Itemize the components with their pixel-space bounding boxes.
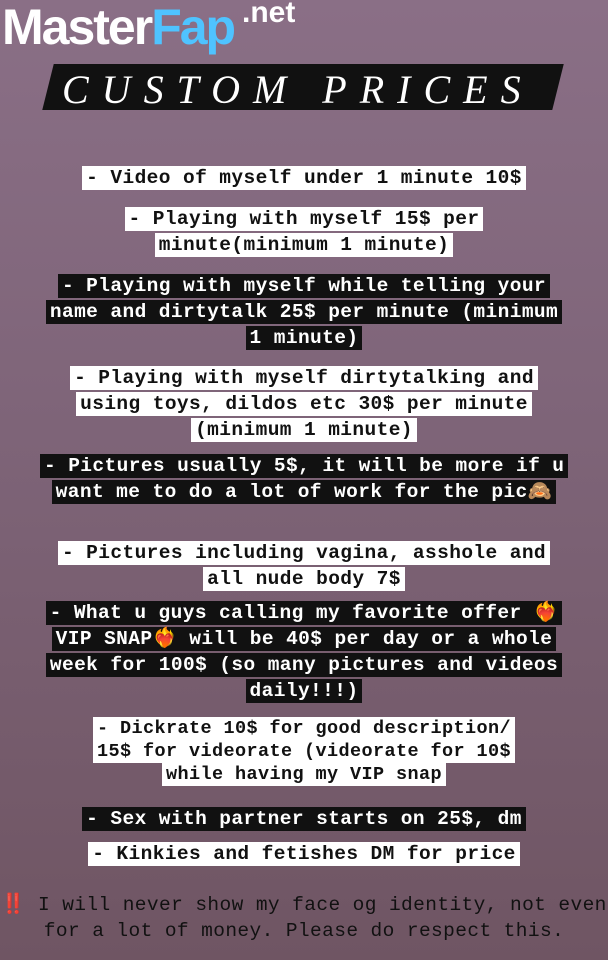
price-item-toys: - Playing with myself dirtytalking and using toys, dildos etc 30$ per minute (minimum 1 minute)	[0, 365, 608, 443]
price-item-playing: - Playing with myself 15$ per minute(minimum 1 minute)	[0, 206, 608, 258]
alert-icon: ‼️	[1, 894, 26, 916]
face-note-text: I will never show my face og identity, not even for a lot of money. Please do respect this.	[25, 894, 607, 942]
price-item-vip-snap: - What u guys calling my favorite offer ❤️‍🔥VIP SNAP❤️‍🔥 will be 40$ per day or a whole week for 100$ (so many pictures and videos daily!!!)	[0, 600, 608, 704]
watermark-logo	[2, 0, 296, 56]
price-item-nude-pictures: - Pictures including vagina, asshole and all nude body 7$	[0, 540, 608, 592]
price-item-sex: - Sex with partner starts on 25$, dm	[0, 806, 608, 832]
watermark-master: Master	[2, 0, 152, 55]
watermark-fap: Fap	[151, 0, 235, 55]
watermark-net: .net	[242, 0, 296, 29]
price-item-dickrate: - Dickrate 10$ for good description/ 15$ for videorate (videorate for 10$ while having my VIP snap	[0, 717, 608, 786]
price-item-video: - Video of myself under 1 minute 10$	[0, 165, 608, 191]
face-note	[0, 892, 608, 944]
page-title: CUSTOM PRICES	[62, 67, 534, 112]
price-item-kinkies: - Kinkies and fetishes DM for price	[0, 841, 608, 867]
price-item-dirtytalk: - Playing with myself while telling your name and dirtytalk 25$ per minute (minimum 1 minute)	[0, 273, 608, 351]
price-item-pictures: - Pictures usually 5$, it will be more if u want me to do a lot of work for the pic🙈	[0, 453, 608, 505]
